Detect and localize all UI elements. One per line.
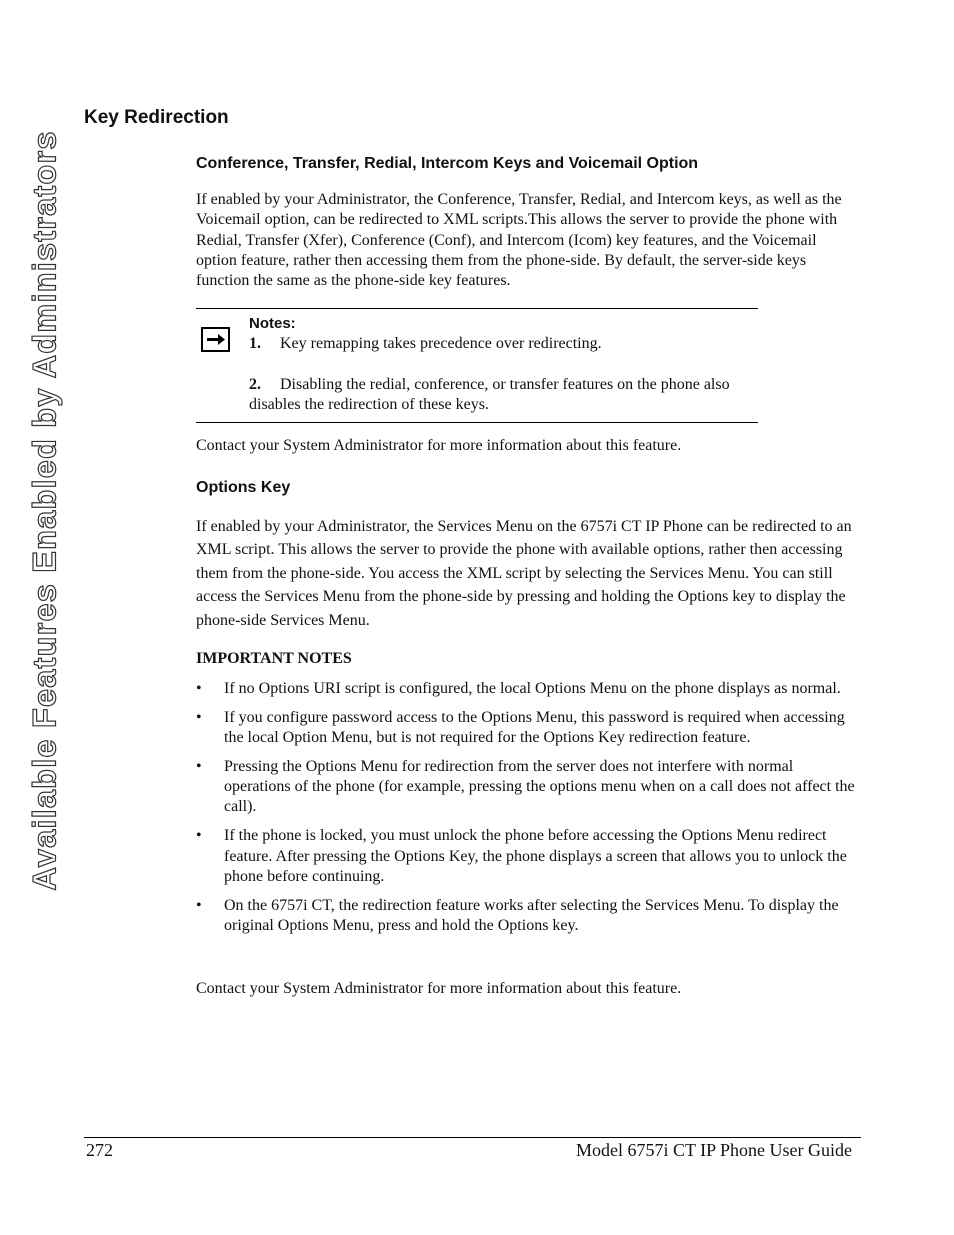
list-item-text: On the 6757i CT, the redirection feature works after selecting the Services Menu. To display the original Options Menu, press and hold the Options key. xyxy=(224,896,839,934)
subsection-title-conference: Conference, Transfer, Redial, Intercom Keys and Voicemail Option xyxy=(196,155,699,172)
notes-box xyxy=(196,308,758,423)
subsection-title-options-key: Options Key xyxy=(196,479,291,496)
note-item-text: Disabling the redial, conference, or transfer features on the phone also disables the redirection of these keys. xyxy=(249,376,730,414)
contact-paragraph: Contact your System Administrator for more information about this feature. xyxy=(196,437,682,454)
arrow-right-icon xyxy=(201,327,230,352)
important-notes-heading: IMPORTANT NOTES xyxy=(196,650,352,667)
side-banner-text: Available Features Enabled by Administrators xyxy=(26,129,63,891)
list-item-text: Pressing the Options Menu for redirection from the server does not interfere with normal operations of the phone (for example, pressing the options menu when on a call does not affect the call). xyxy=(224,757,855,816)
paragraph-options-key: If enabled by your Administrator, the Services Menu on the 6757i CT IP Phone can be redirected to an XML script. This allows the server to provide the phone with available options, rather then accessing them from the phone-side. You access the XML script by selecting the Services Menu. You can still access the Services Menu from the phone-side by pressing and holding the Options key to display the phone-side Services Menu. xyxy=(196,518,852,629)
section-title: Key Redirection xyxy=(84,107,229,128)
list-item xyxy=(196,826,861,887)
list-item xyxy=(196,896,861,937)
note-item-2 xyxy=(249,375,749,416)
list-item-text: If the phone is locked, you must unlock the phone before accessing the Options Menu redirect feature. After pressing the Options Key, the phone displays a screen that allows you to unlock the phone before continuing. xyxy=(224,827,847,885)
bullet: • xyxy=(196,827,202,845)
note-item-1 xyxy=(249,334,749,354)
note-item-text: Key remapping takes precedence over redirecting. xyxy=(280,335,602,352)
note-item-number: 2. xyxy=(249,376,261,393)
list-item-text: If you configure password access to the Options Menu, this password is required when accessing the local Option Menu, but is not required for the Options Key redirection feature. xyxy=(224,708,845,747)
bullet: • xyxy=(196,757,202,775)
bullet: • xyxy=(196,708,202,726)
guide-title: Model 6757i CT IP Phone User Guide xyxy=(576,1140,852,1160)
list-item xyxy=(196,679,861,699)
note-item-number: 1. xyxy=(249,335,261,352)
list-item xyxy=(196,708,861,749)
list-item xyxy=(196,757,861,818)
side-banner xyxy=(5,110,85,910)
paragraph-key-redirection: If enabled by your Administrator, the Conference, Transfer, Redial, and Intercom keys, as well as the Voicemail option, can be redirected to XML scripts.This allows the server to provide the phone with Redial, Transfer (Xfer), Conference (Conf), and Intercom (Icom) key features, and the Voicemail option feature, rather then accessing them from the phone-side. By default, the server-side keys function the same as the phone-side key features. xyxy=(196,191,842,290)
list-item-text: If no Options URI script is configured, the local Options Menu on the phone displays as normal. xyxy=(224,680,841,697)
page-number: 272 xyxy=(86,1140,113,1160)
contact-paragraph: Contact your System Administrator for more information about this feature. xyxy=(196,980,682,997)
notes-title: Notes: xyxy=(249,315,296,332)
bullet: • xyxy=(196,680,202,697)
footer-divider xyxy=(84,1137,861,1138)
bullet: • xyxy=(196,896,202,914)
important-notes-list xyxy=(196,679,861,945)
